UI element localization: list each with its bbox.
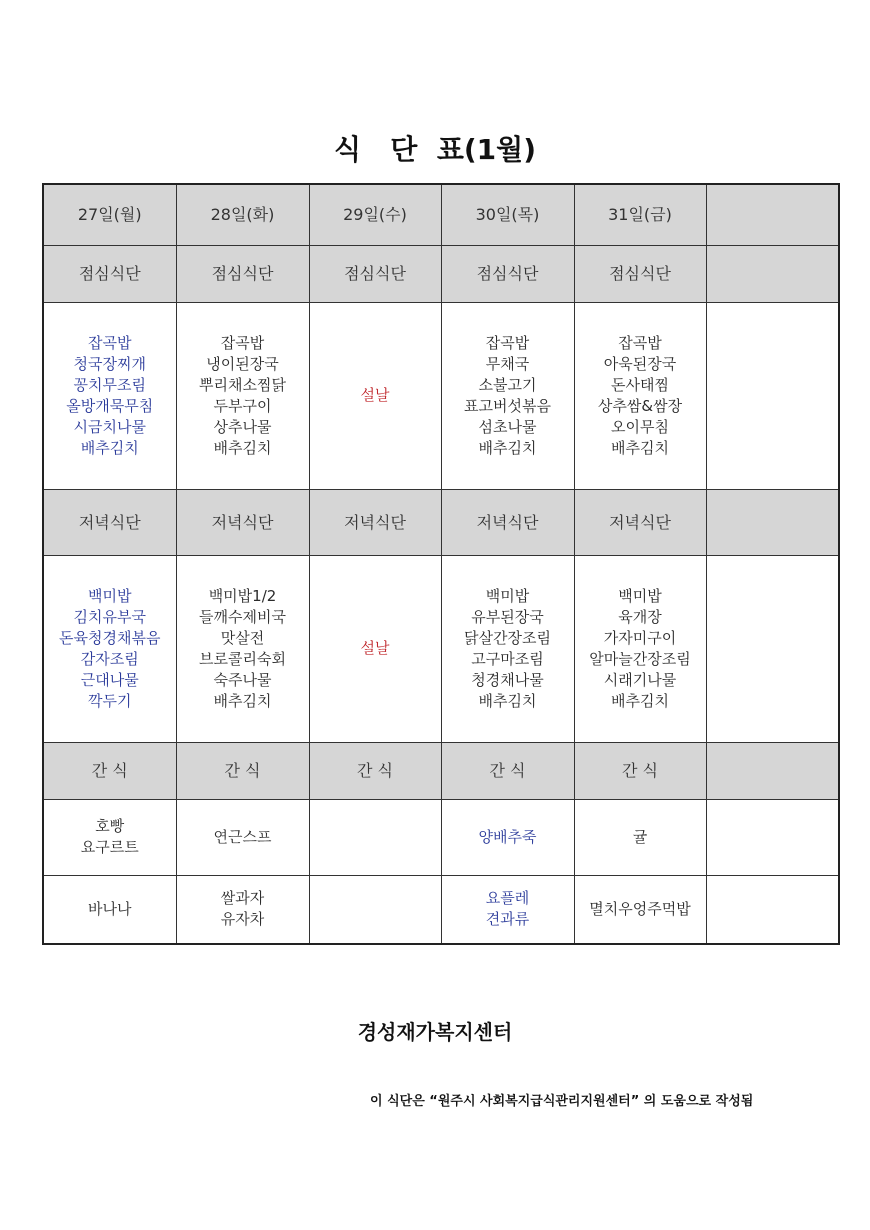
snack-cell xyxy=(309,875,441,944)
snack-item: 요구르트 xyxy=(80,838,139,856)
dinner-menu-cell xyxy=(176,555,309,742)
menu-item: 상추쌈&쌈장 xyxy=(597,396,683,415)
menu-item: 시금치나물 xyxy=(73,417,146,436)
dinner-menu-cell xyxy=(441,555,574,742)
menu-item: 배추김치 xyxy=(80,438,139,457)
footer-note: 이 식단은 “원주시 사회복지급식관리지원센터” 의 도움으로 작성됨 xyxy=(370,1094,754,1109)
menu-item: 들깨수제비국 xyxy=(199,607,286,626)
menu-item: 가자미구이 xyxy=(603,628,677,647)
menu-item: 청경채나물 xyxy=(471,670,544,689)
menu-item: 백미밥 xyxy=(618,586,662,605)
lunch-row xyxy=(43,302,839,489)
menu-item: 오이무침 xyxy=(611,417,669,436)
menu-item: 근대나물 xyxy=(80,670,139,689)
lunch-menu-cell xyxy=(706,302,839,489)
menu-item: 백미밥1/2 xyxy=(208,586,277,605)
menu-item: 맛살전 xyxy=(220,628,265,647)
snack-cell xyxy=(441,799,574,875)
lunch-header-row xyxy=(43,245,839,302)
dinner-header-cell xyxy=(706,489,839,555)
dinner-header-cell: 저녁식단 xyxy=(574,489,706,555)
menu-item: 소불고기 xyxy=(478,375,537,394)
lunch-menu-cell xyxy=(43,302,176,489)
snack-cell xyxy=(574,799,706,875)
snack-item: 요플레 xyxy=(485,889,530,908)
menu-item: 배추김치 xyxy=(478,438,537,457)
menu-item: 감자조림 xyxy=(80,649,139,668)
snack-cell xyxy=(176,799,309,875)
snack-header-cell: 간 식 xyxy=(176,742,309,799)
menu-item: 돈육청경채볶음 xyxy=(59,628,161,647)
menu-item: 올방개묵무침 xyxy=(66,396,154,415)
snack-cell xyxy=(43,799,176,875)
menu-item: 잡곡밥 xyxy=(88,333,132,352)
snack-item: 호빵 xyxy=(95,817,125,835)
snack-row-1 xyxy=(43,799,839,875)
lunch-header-cell: 점심식단 xyxy=(309,245,441,302)
dinner-header-cell: 저녁식단 xyxy=(176,489,309,555)
menu-item: 고구마조림 xyxy=(471,649,544,668)
menu-item: 잡곡밥 xyxy=(220,333,265,352)
dinner-menu-cell xyxy=(43,555,176,742)
menu-item: 백미밥 xyxy=(88,586,132,605)
date-cell: 31일(금) xyxy=(574,184,706,245)
lunch-header-cell: 점심식단 xyxy=(441,245,574,302)
dinner-menu-cell xyxy=(574,555,706,742)
menu-item: 배추김치 xyxy=(478,691,537,710)
dinner-header-row xyxy=(43,489,839,555)
menu-item: 알마늘간장조림 xyxy=(589,649,691,668)
menu-item: 배추김치 xyxy=(611,691,669,710)
lunch-menu-cell xyxy=(309,302,441,489)
menu-item: 잡곡밥 xyxy=(618,333,662,352)
holiday-label: 설날 xyxy=(360,639,390,657)
dinner-header-cell: 저녁식단 xyxy=(43,489,176,555)
lunch-menu-cell xyxy=(176,302,309,489)
snack-item: 연근스프 xyxy=(213,827,272,846)
menu-item: 꽁치무조림 xyxy=(73,375,146,394)
snack-item: 멸치우엉주먹밥 xyxy=(589,899,691,918)
menu-item: 배추김치 xyxy=(213,438,272,457)
lunch-header-cell: 점심식단 xyxy=(574,245,706,302)
snack-item: 귤 xyxy=(632,827,648,846)
menu-item: 배추김치 xyxy=(611,438,669,457)
snack-header-cell: 간 식 xyxy=(309,742,441,799)
center-name: 경성재가복지센터 xyxy=(357,1020,513,1044)
date-cell: 27일(월) xyxy=(43,184,176,245)
menu-item: 김치유부국 xyxy=(73,607,146,626)
date-row xyxy=(43,184,839,245)
snack-header-cell: 간 식 xyxy=(441,742,574,799)
dinner-menu-cell xyxy=(309,555,441,742)
meal-table xyxy=(42,183,840,945)
menu-item: 돈사태찜 xyxy=(611,375,669,394)
snack-row-2 xyxy=(43,875,839,944)
lunch-header-cell: 점심식단 xyxy=(43,245,176,302)
menu-item: 상추나물 xyxy=(213,417,272,436)
menu-item: 냉이된장국 xyxy=(206,354,279,373)
menu-item: 섬초나물 xyxy=(478,417,537,436)
menu-item: 잡곡밥 xyxy=(485,333,530,352)
menu-item: 시래기나물 xyxy=(603,670,677,689)
snack-cell xyxy=(706,799,839,875)
snack-item: 바나나 xyxy=(88,899,132,918)
snack-header-cell: 간 식 xyxy=(43,742,176,799)
snack-cell xyxy=(706,875,839,944)
date-cell: 29일(수) xyxy=(309,184,441,245)
snack-cell xyxy=(176,875,309,944)
lunch-menu-cell xyxy=(441,302,574,489)
date-cell: 28일(화) xyxy=(176,184,309,245)
snack-item: 쌀과자 xyxy=(220,889,265,908)
date-cell: 30일(목) xyxy=(441,184,574,245)
dinner-row xyxy=(43,555,839,742)
menu-item: 깍두기 xyxy=(88,691,132,710)
menu-item: 닭살간장조림 xyxy=(464,628,551,647)
snack-cell xyxy=(441,875,574,944)
lunch-header-cell: 점심식단 xyxy=(176,245,309,302)
lunch-menu-cell xyxy=(574,302,706,489)
menu-item: 두부구이 xyxy=(213,396,272,415)
snack-header-cell xyxy=(706,742,839,799)
date-cell xyxy=(706,184,839,245)
menu-item: 아욱된장국 xyxy=(603,354,677,373)
lunch-header-cell xyxy=(706,245,839,302)
snack-item: 유자차 xyxy=(220,910,265,929)
menu-item: 무채국 xyxy=(485,354,530,373)
menu-item: 청국장찌개 xyxy=(73,354,146,373)
menu-item: 브로콜리숙회 xyxy=(199,649,286,668)
menu-item: 표고버섯볶음 xyxy=(464,396,551,415)
dinner-header-cell: 저녁식단 xyxy=(309,489,441,555)
snack-cell xyxy=(43,875,176,944)
dinner-menu-cell xyxy=(706,555,839,742)
snack-item: 양배추죽 xyxy=(478,827,537,846)
snack-header-cell: 간 식 xyxy=(574,742,706,799)
snack-header-row xyxy=(43,742,839,799)
menu-item: 배추김치 xyxy=(213,691,272,710)
snack-cell xyxy=(574,875,706,944)
dinner-header-cell: 저녁식단 xyxy=(441,489,574,555)
menu-item: 숙주나물 xyxy=(213,670,272,689)
snack-cell xyxy=(309,799,441,875)
menu-item: 육개장 xyxy=(618,607,662,626)
snack-item: 견과류 xyxy=(485,910,530,929)
menu-item: 유부된장국 xyxy=(471,607,544,626)
holiday-label: 설날 xyxy=(360,386,390,404)
page-title: 식 단 표(1월) xyxy=(333,133,536,166)
menu-item: 백미밥 xyxy=(485,586,530,605)
menu-item: 뿌리채소찜닭 xyxy=(199,375,286,394)
